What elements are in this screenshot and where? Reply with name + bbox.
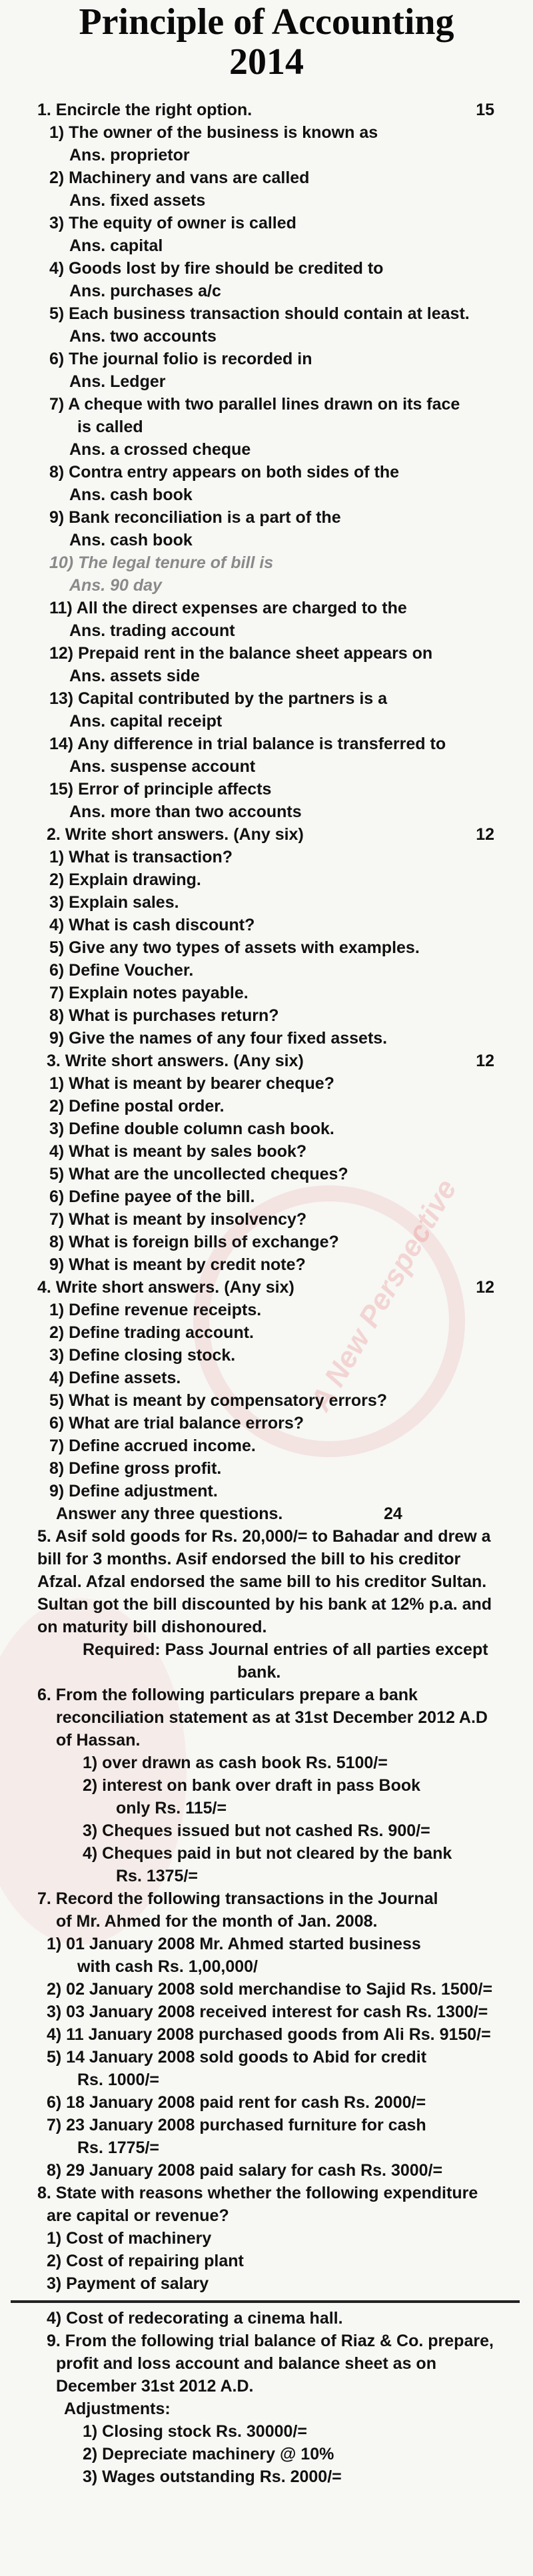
q9-item: 3) Wages outstanding Rs. 2000/= bbox=[83, 2467, 342, 2486]
q3-heading bbox=[37, 1050, 506, 1072]
short-question: 4) Define assets. bbox=[49, 1369, 181, 1387]
short-question: 5) What are the uncollected cheques? bbox=[49, 1165, 348, 1183]
mcq-answer: Ans. cash book bbox=[69, 531, 193, 549]
paper-content bbox=[37, 99, 506, 2488]
q7-item-cont: Rs. 1000/= bbox=[77, 2071, 160, 2089]
mcq-question: 6) The journal folio is recorded in bbox=[49, 350, 312, 368]
q6-line: reconciliation statement as at 31st December 2012 A.D bbox=[56, 1708, 488, 1727]
q9-item: 2) Depreciate machinery @ 10% bbox=[83, 2445, 334, 2463]
short-question: 5) Give any two types of assets with examples. bbox=[49, 938, 420, 957]
mcq-question: 14) Any difference in trial balance is transferred to bbox=[49, 735, 446, 753]
q6-text bbox=[37, 1684, 506, 1752]
q7-item: 3) 03 January 2008 received interest for cash Rs. 1300/= bbox=[47, 2003, 488, 2021]
mcq-answer: Ans. capital bbox=[69, 236, 163, 255]
short-question: 2) Define postal order. bbox=[49, 1097, 225, 1116]
q8-text bbox=[37, 2182, 506, 2227]
short-question: 2) Explain drawing. bbox=[49, 870, 201, 889]
section2-heading bbox=[37, 1502, 506, 1525]
mcq-question: 1) The owner of the business is known as bbox=[49, 123, 378, 142]
q9-list bbox=[37, 2420, 506, 2488]
short-question: 1) Define revenue receipts. bbox=[49, 1301, 262, 1319]
q7-item-cont: with cash Rs. 1,00,000/ bbox=[77, 1957, 258, 1976]
short-question: 4) What is cash discount? bbox=[49, 916, 255, 934]
q7-item: 5) 14 January 2008 sold goods to Abid for credit bbox=[47, 2048, 427, 2067]
q7-list bbox=[37, 1933, 506, 2182]
mcq-answer: Ans. two accounts bbox=[69, 327, 217, 346]
mcq-answer: Ans. cash book bbox=[69, 485, 193, 504]
q7-item: 8) 29 January 2008 paid salary for cash Rs. 3000/= bbox=[47, 2161, 443, 2180]
short-question: 3) Explain sales. bbox=[49, 893, 179, 912]
q6-item: 1) over drawn as cash book Rs. 5100/= bbox=[83, 1754, 388, 1772]
q6-line: of Hassan. bbox=[56, 1731, 141, 1750]
q2-title: 2. Write short answers. (Any six) bbox=[47, 825, 304, 844]
q7-item: 6) 18 January 2008 paid rent for cash Rs. 2000/= bbox=[47, 2093, 426, 2112]
q7-line: of Mr. Ahmed for the month of Jan. 2008. bbox=[56, 1912, 378, 1931]
q8-list bbox=[37, 2227, 506, 2330]
mcq-question: 12) Prepaid rent in the balance sheet appears on bbox=[49, 644, 433, 663]
q5-required-cont: bank. bbox=[237, 1663, 281, 1682]
mcq-question: 4) Goods lost by fire should be credited to bbox=[49, 259, 384, 278]
q7-item: 1) 01 January 2008 Mr. Ahmed started business bbox=[47, 1935, 421, 1953]
mcq-question: 7) A cheque with two parallel lines drawn on its face bbox=[49, 395, 460, 414]
q9-line: 9. From the following trial balance of Riaz & Co. prepare, bbox=[47, 2332, 494, 2350]
q8-line: are capital or revenue? bbox=[47, 2206, 229, 2225]
short-question: 4) What is meant by sales book? bbox=[49, 1142, 307, 1161]
mcq-answer: Ans. trading account bbox=[69, 621, 235, 640]
q4-heading bbox=[37, 1276, 506, 1299]
short-question: 1) What is meant by bearer cheque? bbox=[49, 1074, 334, 1093]
mcq-answer: Ans. purchases a/c bbox=[69, 282, 221, 300]
q6-line: 6. From the following particulars prepare a bank bbox=[37, 1686, 418, 1704]
q6-list bbox=[37, 1752, 506, 1887]
mcq-question: 9) Bank reconciliation is a part of the bbox=[49, 508, 341, 527]
q2-list bbox=[37, 846, 506, 1050]
short-question: 1) What is transaction? bbox=[49, 848, 233, 866]
q6-item: 4) Cheques paid in but not cleared by the bank bbox=[83, 1844, 452, 1863]
q5-required: Required: Pass Journal entries of all parties except bbox=[83, 1640, 488, 1659]
q5-line: Afzal. Afzal endorsed the same bill to his creditor Sultan. bbox=[37, 1572, 487, 1591]
q8-item: 2) Cost of repairing plant bbox=[47, 2252, 244, 2270]
mcq-question: 10) The legal tenure of bill is bbox=[49, 553, 274, 572]
q1-list bbox=[37, 121, 506, 823]
short-question: 7) Explain notes payable. bbox=[49, 984, 249, 1002]
q3-title: 3. Write short answers. (Any six) bbox=[47, 1052, 304, 1070]
paper-year: 2014 bbox=[229, 41, 304, 83]
short-question: 5) What is meant by compensatory errors? bbox=[49, 1391, 388, 1410]
q5-line: bill for 3 months. Asif endorsed the bill to his creditor bbox=[37, 1550, 461, 1568]
short-question: 9) Give the names of any four fixed assets. bbox=[49, 1029, 388, 1048]
q7-item-cont: Rs. 1775/= bbox=[77, 2138, 160, 2157]
mcq-answer: Ans. assets side bbox=[69, 667, 200, 685]
paper-title: Principle of Accounting bbox=[79, 1, 454, 43]
mcq-answer: Ans. suspense account bbox=[69, 757, 256, 776]
mcq-question-cont: is called bbox=[77, 418, 143, 436]
short-question: 9) What is meant by credit note? bbox=[49, 1255, 306, 1274]
q9-text bbox=[37, 2330, 506, 2398]
q6-item-cont: Rs. 1375/= bbox=[116, 1867, 199, 1885]
q9-line: profit and loss account and balance sheet as on bbox=[56, 2354, 436, 2373]
short-question: 8) Define gross profit. bbox=[49, 1459, 222, 1478]
q4-title: 4. Write short answers. (Any six) bbox=[37, 1278, 294, 1297]
mcq-question: 11) All the direct expenses are charged to the bbox=[49, 599, 407, 617]
watermark-text: A New Perspective bbox=[304, 1173, 463, 1417]
section2-instruction: Answer any three questions. bbox=[56, 1504, 283, 1523]
page-divider bbox=[11, 2300, 520, 2303]
q8-line: 8. State with reasons whether the following expenditure bbox=[37, 2184, 478, 2202]
q3-list bbox=[37, 1072, 506, 1276]
q5-text bbox=[37, 1525, 506, 1638]
short-question: 6) What are trial balance errors? bbox=[49, 1414, 304, 1433]
short-question: 8) What is foreign bills of exchange? bbox=[49, 1233, 339, 1251]
q7-item: 7) 23 January 2008 purchased furniture for cash bbox=[47, 2116, 426, 2134]
q9-line: December 31st 2012 A.D. bbox=[56, 2377, 254, 2396]
mcq-answer: Ans. a crossed cheque bbox=[69, 440, 251, 459]
q2-heading bbox=[37, 823, 506, 846]
q8-item: 3) Payment of salary bbox=[47, 2274, 209, 2293]
short-question: 6) Define payee of the bill. bbox=[49, 1187, 255, 1206]
short-question: 3) Define closing stock. bbox=[49, 1346, 236, 1365]
mcq-answer: Ans. 90 day bbox=[69, 576, 162, 595]
short-question: 3) Define double column cash book. bbox=[49, 1120, 334, 1138]
q8-item: 1) Cost of machinery bbox=[47, 2229, 212, 2248]
mcq-question: 5) Each business transaction should contain at least. bbox=[49, 304, 470, 323]
q3-marks: 12 bbox=[476, 1052, 494, 1070]
short-question: 6) Define Voucher. bbox=[49, 961, 194, 980]
mcq-answer: Ans. Ledger bbox=[69, 372, 166, 391]
mcq-question: 2) Machinery and vans are called bbox=[49, 168, 310, 187]
mcq-answer: Ans. more than two accounts bbox=[69, 803, 302, 821]
q6-item: 3) Cheques issued but not cashed Rs. 900/= bbox=[83, 1821, 430, 1840]
section2-marks: 24 bbox=[384, 1504, 402, 1523]
mcq-answer: Ans. capital receipt bbox=[69, 712, 223, 731]
q6-item-cont: only Rs. 115/= bbox=[116, 1799, 227, 1817]
short-question: 7) Define accrued income. bbox=[49, 1437, 256, 1455]
q8-item: 4) Cost of redecorating a cinema hall. bbox=[47, 2309, 343, 2328]
q5-line: 5. Asif sold goods for Rs. 20,000/= to Bahadar and drew a bbox=[37, 1527, 491, 1546]
short-question: 9) Define adjustment. bbox=[49, 1482, 218, 1500]
mcq-answer: Ans. proprietor bbox=[69, 146, 190, 164]
q9-adjustments-label: Adjustments: bbox=[64, 2400, 171, 2418]
q1-heading bbox=[37, 99, 506, 121]
q2-marks: 12 bbox=[476, 825, 494, 844]
q7-text bbox=[37, 1887, 506, 1933]
q4-list bbox=[37, 1299, 506, 1502]
q7-line: 7. Record the following transactions in the Journal bbox=[37, 1889, 438, 1908]
mcq-question: 13) Capital contributed by the partners is a bbox=[49, 689, 388, 708]
short-question: 7) What is meant by insolvency? bbox=[49, 1210, 307, 1229]
q5-line: Sultan got the bill discounted by his bank at 12% p.a. and bbox=[37, 1595, 492, 1614]
q4-marks: 12 bbox=[476, 1278, 494, 1297]
short-question: 8) What is purchases return? bbox=[49, 1006, 279, 1025]
mcq-question: 15) Error of principle affects bbox=[49, 780, 272, 799]
q1-title: 1. Encircle the right option. bbox=[37, 101, 253, 119]
q1-marks: 15 bbox=[476, 101, 494, 119]
short-question: 2) Define trading account. bbox=[49, 1323, 254, 1342]
q9-item: 1) Closing stock Rs. 30000/= bbox=[83, 2422, 307, 2441]
mcq-question: 3) The equity of owner is called bbox=[49, 214, 296, 232]
q6-item: 2) interest on bank over draft in pass Book bbox=[83, 1776, 421, 1795]
mcq-question: 8) Contra entry appears on both sides of the bbox=[49, 463, 400, 482]
q5-line: on maturity bill dishonoured. bbox=[37, 1618, 267, 1636]
mcq-answer: Ans. fixed assets bbox=[69, 191, 206, 210]
q7-item: 2) 02 January 2008 sold merchandise to Sajid Rs. 1500/= bbox=[47, 1980, 493, 1999]
q7-item: 4) 11 January 2008 purchased goods from Ali Rs. 9150/= bbox=[47, 2025, 491, 2044]
